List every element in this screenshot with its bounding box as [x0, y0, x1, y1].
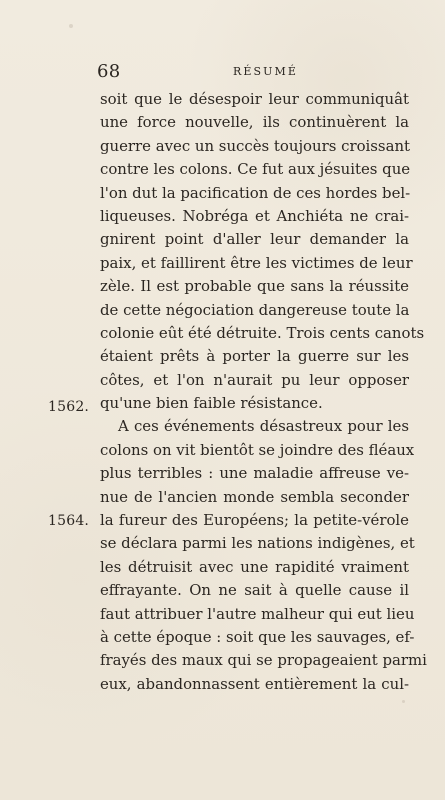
text-line: guerre avec un succès toujours croissant [100, 136, 411, 155]
text-line: zèle. Il est probable que sans la réussite [100, 277, 409, 296]
paper-spot [69, 24, 73, 28]
margin-year: 1564. [48, 513, 90, 529]
text-line: colonie eût été détruite. Trois cents canots [100, 323, 425, 342]
paper-spot [402, 700, 405, 703]
text-line: contre les colons. Ce fut aux jésuites que [100, 160, 411, 179]
text-line: plus terribles : une maladie affreuse ve- [100, 464, 409, 483]
text-line: à cette époque : soit que les sauvages, ef- [100, 627, 415, 646]
text-line: nue de l'ancien monde sembla seconder [100, 487, 409, 506]
text-line: A ces événements désastreux pour les [118, 417, 409, 436]
text-line: frayés des maux qui se propageaient parmi [100, 651, 427, 670]
text-line: gnirent point d'aller leur demander la [100, 230, 409, 249]
text-line: une force nouvelle, ils continuèrent la [100, 113, 409, 132]
text-line: effrayante. On ne sait à quelle cause il [100, 581, 409, 600]
text-line: qu'une bien faible résistance. [100, 394, 323, 413]
page-header [97, 63, 407, 81]
text-line: soit que le désespoir leur communiquât [100, 90, 409, 108]
text-line: se déclara parmi les nations indigènes, et [100, 534, 415, 553]
text-line: liqueuses. Nobréga et Anchiéta ne crai- [100, 206, 409, 225]
text-line: côtes, et l'on n'aurait pu leur opposer [100, 370, 409, 389]
text-line: paix, et faillirent être les victimes de leur [100, 253, 413, 272]
margin-year: 1562. [48, 399, 90, 415]
text-line: faut attribuer l'autre malheur qui eut lieu [100, 604, 415, 623]
text-line: la fureur des Européens; la petite-vérole [100, 511, 409, 530]
text-line: colons on vit bientôt se joindre des fléaux [100, 440, 415, 459]
text-line: l'on dut la pacification de ces hordes bel- [100, 183, 411, 202]
text-line: les détruisit avec une rapidité vraiment [100, 557, 409, 576]
text-line: eux, abandonnassent entièrement la cul- [100, 674, 409, 693]
body-text [100, 88, 427, 696]
page-number: 68 [97, 61, 121, 82]
text-line: de cette négociation dangereuse toute la [100, 300, 410, 319]
running-head: RÉSUMÉ [233, 65, 299, 78]
text-line: étaient prêts à porter la guerre sur les [100, 347, 409, 366]
